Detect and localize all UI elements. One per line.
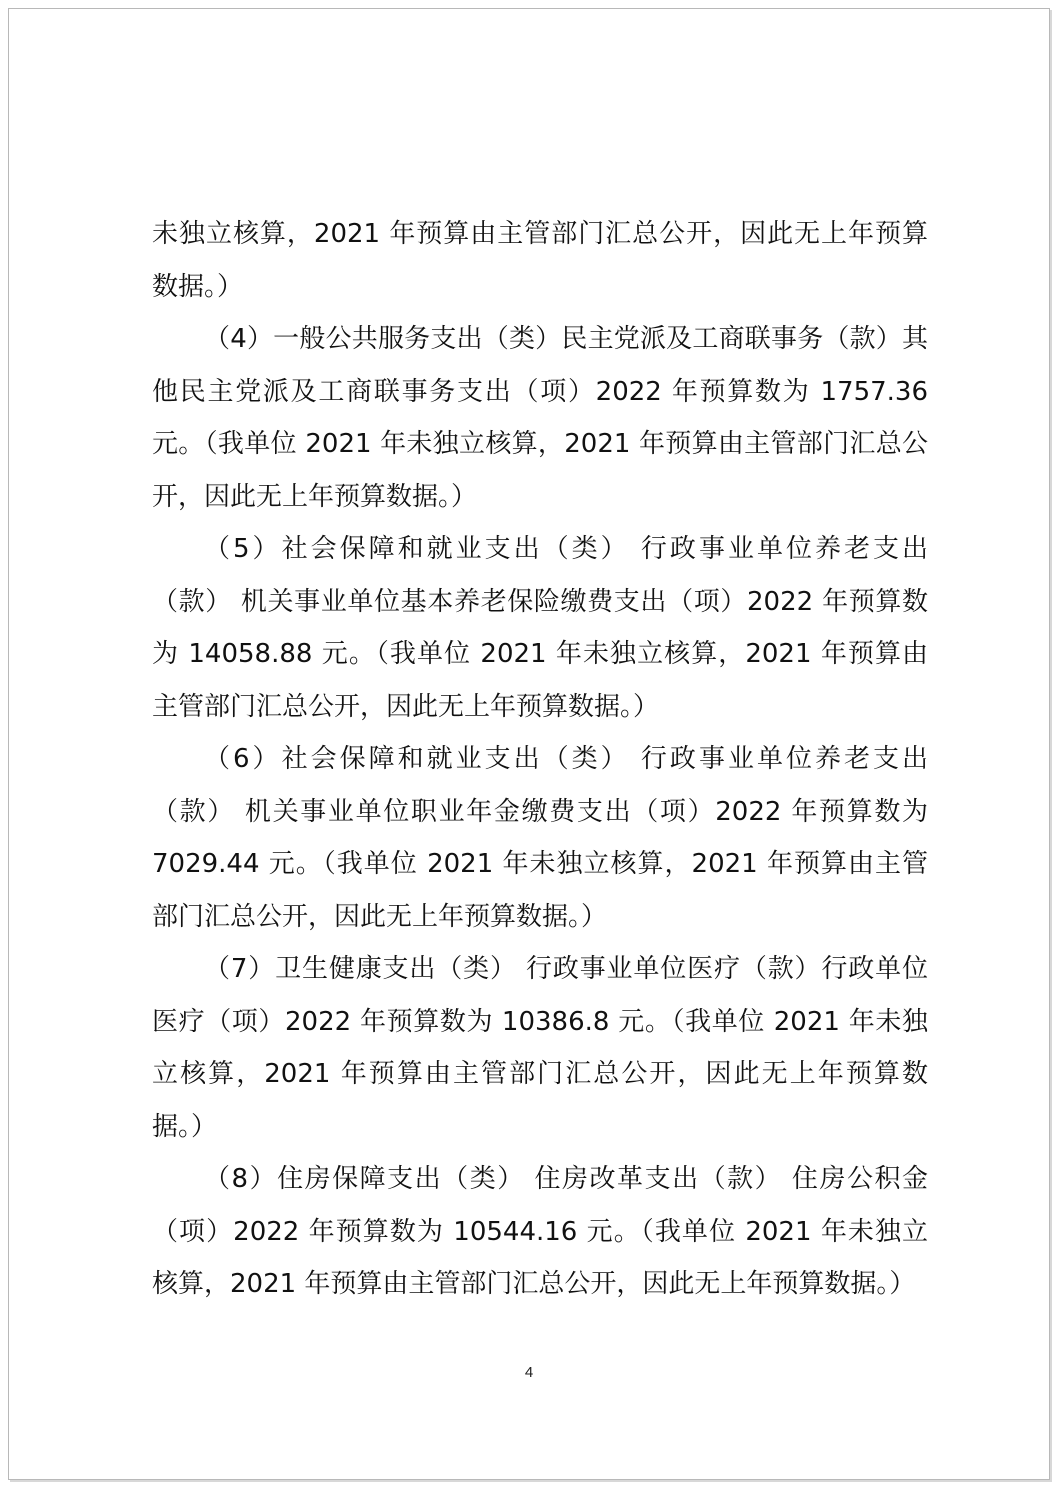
paragraph-continuation: 未独立核算，2021 年预算由主管部门汇总公开，因此无上年预算数据。）: [152, 219, 928, 302]
body-text: [152, 208, 928, 1311]
paragraph-item-7: （7）卫生健康支出（类） 行政事业单位医疗（款）行政单位医疗（项）2022 年预算数为 10386.8 元。（我单位 2021 年未独立核算，2021 年预算由主管部门汇总公开，因此无上年预算数据。）: [152, 954, 928, 1142]
document-page: [8, 8, 1050, 1480]
paragraph-item-6: （6）社会保障和就业支出（类） 行政事业单位养老支出（款） 机关事业单位职业年金缴费支出（项）2022 年预算数为 7029.44 元。（我单位 2021 年未独立核算，2021 年预算由主管部门汇总公开，因此无上年预算数据。）: [152, 744, 928, 932]
paragraph-item-5: （5）社会保障和就业支出（类） 行政事业单位养老支出（款） 机关事业单位基本养老保险缴费支出（项）2022 年预算数为 14058.88 元。（我单位 2021 年未独立核算，2021 年预算由主管部门汇总公开，因此无上年预算数据。）: [152, 534, 928, 722]
paragraph-item-8: （8）住房保障支出（类） 住房改革支出（款） 住房公积金（项）2022 年预算数为 10544.16 元。（我单位 2021 年未独立核算，2021 年预算由主管部门汇总公开，因此无上年预算数据。）: [152, 1164, 928, 1299]
paragraph-item-4: （4）一般公共服务支出（类）民主党派及工商联事务（款）其他民主党派及工商联事务支出（项）2022 年预算数为 1757.36 元。（我单位 2021 年未独立核算，2021 年预算由主管部门汇总公开，因此无上年预算数据。）: [152, 324, 928, 512]
page-number: 4: [524, 1364, 534, 1381]
